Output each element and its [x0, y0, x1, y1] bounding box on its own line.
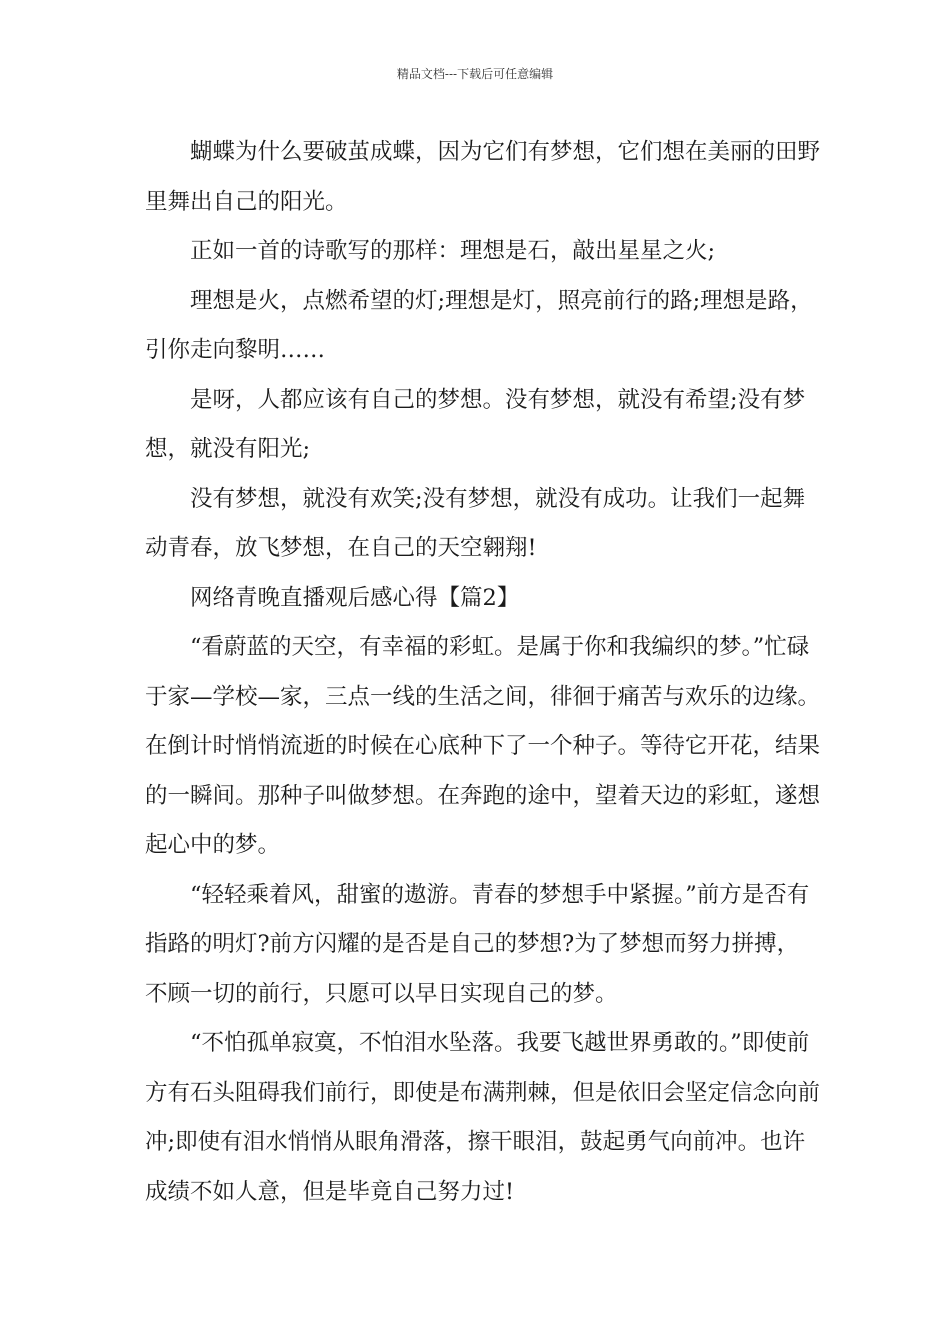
paragraph: “轻轻乘着风，甜蜜的遨游。青春的梦想手中紧握。”前方是否有指路的明灯?前方闪耀的是否是自己的梦想?为了梦想而努力拼搏，不顾一切的前行，只愿可以早日实现自己的梦。: [145, 881, 810, 1007]
paragraph: “看蔚蓝的天空，有幸福的彩虹。是属于你和我编织的梦。”忙碌于家—学校—家，三点一线的生活之间，徘徊于痛苦与欢乐的边缘。在倒计时悄悄流逝的时候在心底种下了一个种子。等待它开花，结果的一瞬间。那种子叫做梦想。在奔跑的途中，望着天边的彩虹，遂想起心中的梦。: [145, 634, 821, 858]
paragraph: 蝴蝶为什么要破茧成蝶，因为它们有梦想，它们想在美丽的田野里舞出自己的阳光。: [145, 139, 821, 215]
paragraph: 是呀，人都应该有自己的梦想。没有梦想，就没有希望;没有梦想，就没有阳光;: [145, 386, 806, 462]
paragraph: “不怕孤单寂寞，不怕泪水坠落。我要飞越世界勇敢的。”即使前方有石头阻碍我们前行，即使是布满荆棘，但是依旧会坚定信念向前冲;即使有泪水悄悄从眼角滑落，擦干眼泪，鼓起勇气向前冲。也许成绩不如人意，但是毕竟自己努力过!: [145, 1030, 821, 1205]
paragraph: 没有梦想，就没有欢笑;没有梦想，就没有成功。让我们一起舞动青春，放飞梦想，在自己的天空翱翔!: [145, 485, 806, 561]
paragraph: 理想是火，点燃希望的灯;理想是灯，照亮前行的路;理想是路，引你走向黎明……: [145, 287, 813, 363]
section-heading: 网络青晚直播观后感心得【篇2】: [190, 584, 520, 611]
paragraph: 正如一首的诗歌写的那样：理想是石，敲出星星之火;: [190, 238, 716, 264]
page-header: 精品文档---下载后可任意编辑: [396, 67, 554, 81]
document-body: [145, 128, 820, 1217]
